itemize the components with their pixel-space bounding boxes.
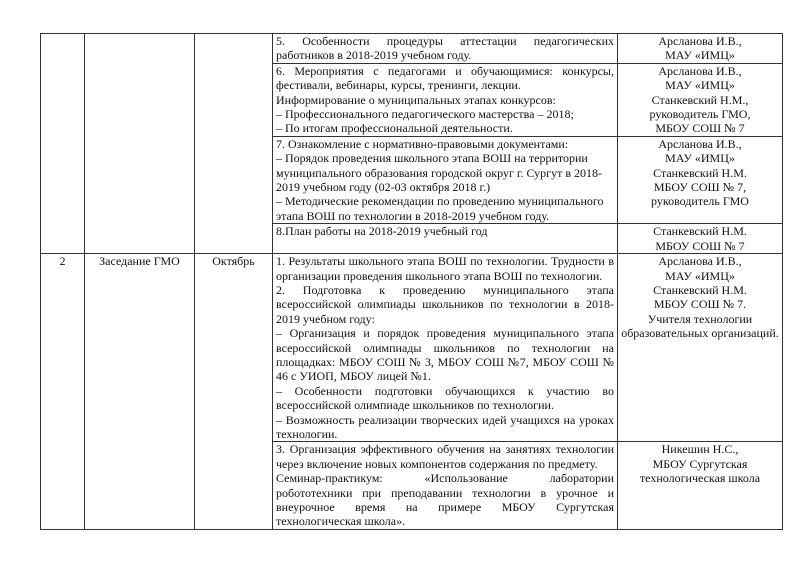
responsible-line: Арсланова И.В., xyxy=(658,254,742,269)
content-cell xyxy=(273,63,618,136)
responsible-line: МБОУ СОШ № 7 xyxy=(655,121,745,136)
responsible-line: образовательных организаций. xyxy=(621,326,779,341)
content-line: – Методические рекомендации по проведению муниципального этапа ВОШ по технологии в 2018-2019 учебном году. xyxy=(276,194,604,223)
responsible-cell xyxy=(618,63,783,136)
content-cell xyxy=(273,442,618,529)
responsible-line: МБОУ СОШ № 7 xyxy=(655,238,745,253)
content-cell xyxy=(273,136,618,223)
content-line: 8.План работы на 2018-2019 учебный год xyxy=(276,224,488,239)
row-number-cell xyxy=(41,34,85,254)
responsible-line: Арсланова И.В., xyxy=(658,136,742,151)
content-line: Семинар-практикум: «Использование лаборатории робототехники при преподавании технологии в урочное и внеурочное время на примере МБОУ Сургутская технологическая школа». xyxy=(276,471,614,529)
responsible-line: Арсланова И.В., xyxy=(658,34,742,48)
responsible-line: Арсланова И.В., xyxy=(658,63,742,78)
responsible-line: МАУ «ИМЦ» xyxy=(665,151,735,166)
content-line: 1. Результаты школьного этапа ВОШ по технологии. Трудности в организации проведения школьного этапа ВОШ по технологии. xyxy=(276,254,614,283)
responsible-cell xyxy=(618,254,783,442)
responsible-cell xyxy=(618,136,783,223)
responsible-line: Станкевский Н.М., xyxy=(651,92,749,107)
responsible-line: МБОУ СОШ № 7, xyxy=(653,180,747,195)
content-line: – Порядок проведения школьного этапа ВОШ на территории муниципального образования городской округ г. Сургут в 2018-2019 учебном году (02-03 октября 2018 г.) xyxy=(276,151,602,195)
responsible-line: МБОУ Сургутская xyxy=(652,456,748,471)
content-line: – По итогам профессиональной деятельности. xyxy=(276,121,513,136)
content-cell xyxy=(273,224,618,254)
responsible-cell xyxy=(618,34,783,64)
event-cell xyxy=(85,34,195,254)
content-line: 6. Мероприятия с педагогами и обучающимися: конкурсы, фестивали, вебинары, курсы, тренинги, лекции. xyxy=(276,63,614,93)
responsible-line: технологическая школа xyxy=(639,471,761,486)
responsible-line: МБОУ СОШ № 7. xyxy=(653,297,747,312)
work-plan-table xyxy=(40,33,783,530)
responsible-line: Станкевский Н.М. xyxy=(653,165,747,180)
content-line: 3. Организация эффективного обучения на занятиях технологии через включение новых компонентов содержания по предмету. xyxy=(276,442,614,471)
content-line: – Особенности подготовки обучающихся к участию во всероссийской олимпиаде школьников по технологии. xyxy=(276,383,614,413)
responsible-line: МАУ «ИМЦ» xyxy=(665,78,735,93)
content-line: – Возможность реализации творческих идей учащихся на уроках технологии. xyxy=(276,412,614,441)
content-cell xyxy=(273,254,618,442)
responsible-line: МАУ «ИМЦ» xyxy=(665,268,735,283)
responsible-line: руководитель ГМО, xyxy=(649,107,751,122)
responsible-line: Никешин Н.С., xyxy=(661,442,739,457)
month-cell: Октябрь xyxy=(195,254,273,530)
month-cell xyxy=(195,34,273,254)
row-number-cell: 2 xyxy=(41,254,85,530)
responsible-line: руководитель ГМО xyxy=(651,194,749,209)
content-line: Информирование о муниципальных этапах конкурсов: xyxy=(276,92,556,107)
responsible-line: Станкевский Н.М. xyxy=(653,224,747,239)
content-line: 5. Особенности процедуры аттестации педагогических работников в 2018-2019 учебном году. xyxy=(276,34,614,63)
content-line: 7. Ознакомление с нормативно-правовыми документами: xyxy=(276,136,569,151)
responsible-line: Станкевский Н.М. xyxy=(653,282,747,297)
responsible-cell xyxy=(618,224,783,254)
responsible-line: МАУ «ИМЦ» xyxy=(665,48,735,63)
content-cell xyxy=(273,34,618,64)
content-line: – Профессионального педагогического мастерства – 2018; xyxy=(276,107,574,122)
content-line: 2. Подготовка к проведению муниципального этапа всероссийской олимпиады школьников по технологии в 2018-2019 учебном году: xyxy=(276,282,614,326)
responsible-cell xyxy=(618,442,783,529)
table-row xyxy=(41,34,783,64)
responsible-line: Учителя технологии xyxy=(647,311,753,326)
event-cell: Заседание ГМО xyxy=(85,254,195,530)
content-line: – Организация и порядок проведения муниципального этапа всероссийской олимпиады школьников по технологии на площадках: МБОУ СОШ № 3, МБОУ СОШ №7, МБОУ СОШ № 46 с УИОП, МБОУ лицей №1. xyxy=(276,326,614,384)
table-row xyxy=(41,254,783,442)
